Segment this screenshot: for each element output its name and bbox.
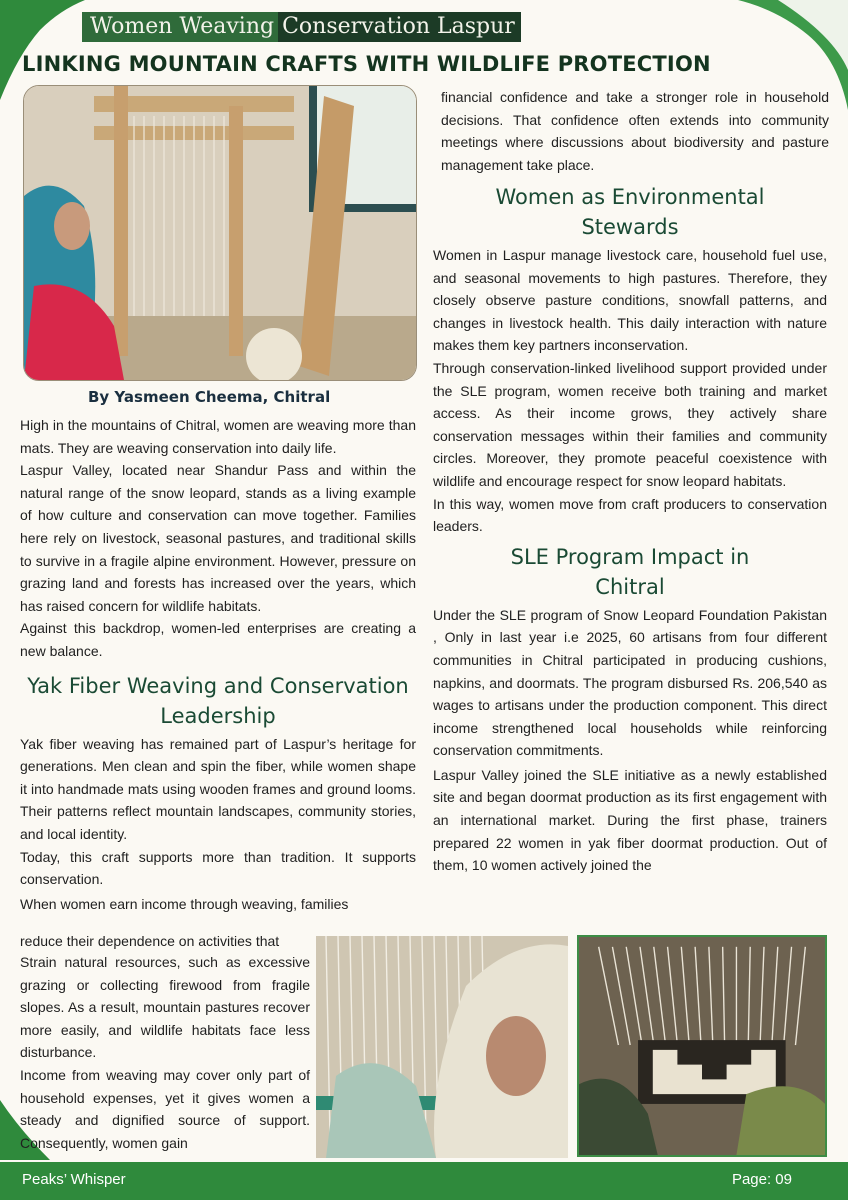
- body-paragraph: Through conservation-linked livelihood support provided under the SLE program, women receive both training and market access. As their income grows, they actively share conservation messages within their families and community circles. Moreover, they promote peaceful coexistence with wildlife and encourage respect for snow leopard habitats.: [433, 359, 827, 489]
- section-heading: Women as Environmental Stewards: [495, 185, 765, 239]
- body-paragraph: Laspur Valley, located near Shandur Pass and within the natural range of the snow leopard, stands as a living example of how culture and conservation can move together. Families here rely on livestock, seasonal pastures, and traditional skills to survive in a fragile alpine environment. However, pressure on grazing land and forests has increased over the years, which has raised concern for wildlife habitats.: [20, 462, 416, 614]
- body-paragraph: Strain natural resources, such as excessive grazing or collecting firewood from fragile slopes. As a result, mountain pastures recover more easily, and wildlife habitats face less disturbance.: [20, 954, 310, 1061]
- article-headline: LINKING MOUNTAIN CRAFTS WITH WILDLIFE PROTECTION: [22, 52, 711, 76]
- page-number: Page: 09: [731, 1171, 792, 1188]
- photo-woman-at-loom: [23, 85, 417, 381]
- left-column-narrow: [20, 951, 310, 1154]
- kicker-part1: Women Weaving: [82, 12, 278, 42]
- right-column-intro: [441, 86, 829, 176]
- body-paragraph: Under the SLE program of Snow Leopard Foundation Pakistan , Only in last year i.e 2025, 60 artisans from four different communities in Chitral participated in producing cushions, napkins, and doormats. The program disbursed Rs. 206,540 as wages to artisans under the production component. This direct income strengthened local households while reinforcing conservation commitments.: [433, 606, 827, 759]
- kicker-banner: [82, 12, 521, 42]
- left-column-wrap-line: [20, 930, 310, 953]
- photo-doormat-on-loom: [577, 935, 827, 1157]
- body-paragraph: In this way, women move from craft producers to conservation leaders.: [433, 495, 827, 535]
- section-heading: SLE Program Impact in Chitral: [510, 544, 750, 599]
- body-paragraph: High in the mountains of Chitral, women are weaving more than mats. They are weaving conservation into daily life.: [20, 417, 416, 456]
- kicker-part2: Conservation Laspur: [278, 12, 521, 42]
- photo-woman-weaving-frame: [316, 936, 568, 1158]
- section-heading: Yak Fiber Weaving and Conservation Leadership: [27, 673, 409, 728]
- body-paragraph: Laspur Valley joined the SLE initiative as a newly established site and began doormat production as its first engagement with an international market. During the first phase, trainers prepared 22 women in yak fiber doormat production. Out of them, 10 women actively joined the: [433, 766, 827, 874]
- body-paragraph: Against this backdrop, women-led enterprises are creating a new balance.: [20, 620, 416, 659]
- body-paragraph: reduce their dependence on activities that: [20, 933, 280, 949]
- body-paragraph: Today, this craft supports more than tradition. It supports conservation.: [20, 848, 416, 888]
- right-column: [433, 182, 827, 877]
- page-footer: [0, 1162, 848, 1200]
- body-paragraph: financial confidence and take a stronger role in household decisions. That confidence often extends into community meetings where discussions about biodiversity and pasture management take place.: [441, 89, 829, 173]
- body-paragraph: Women in Laspur manage livestock care, household fuel use, and seasonal movements to high pastures. Therefore, they closely observe pasture conditions, snowfall patterns, and changes in livestock health. This daily interaction with nature makes them key partners inconservation.: [433, 247, 827, 354]
- body-paragraph: Income from weaving may cover only part of household expenses, yet it gives women a steady and dignified source of support. Consequently, women gain: [20, 1066, 310, 1151]
- body-paragraph: When women earn income through weaving, families: [20, 895, 349, 912]
- left-column: [20, 414, 416, 915]
- byline: By Yasmeen Cheema, Chitral: [88, 388, 331, 406]
- body-paragraph: Yak fiber weaving has remained part of Laspur’s heritage for generations. Men clean and spin the fiber, while women shape it into handmade mats using wooden frames and ground looms. Their patterns reflect mountain landscapes, community stories, and local identity.: [20, 735, 416, 842]
- publication-name: Peaks’ Whisper: [22, 1171, 126, 1188]
